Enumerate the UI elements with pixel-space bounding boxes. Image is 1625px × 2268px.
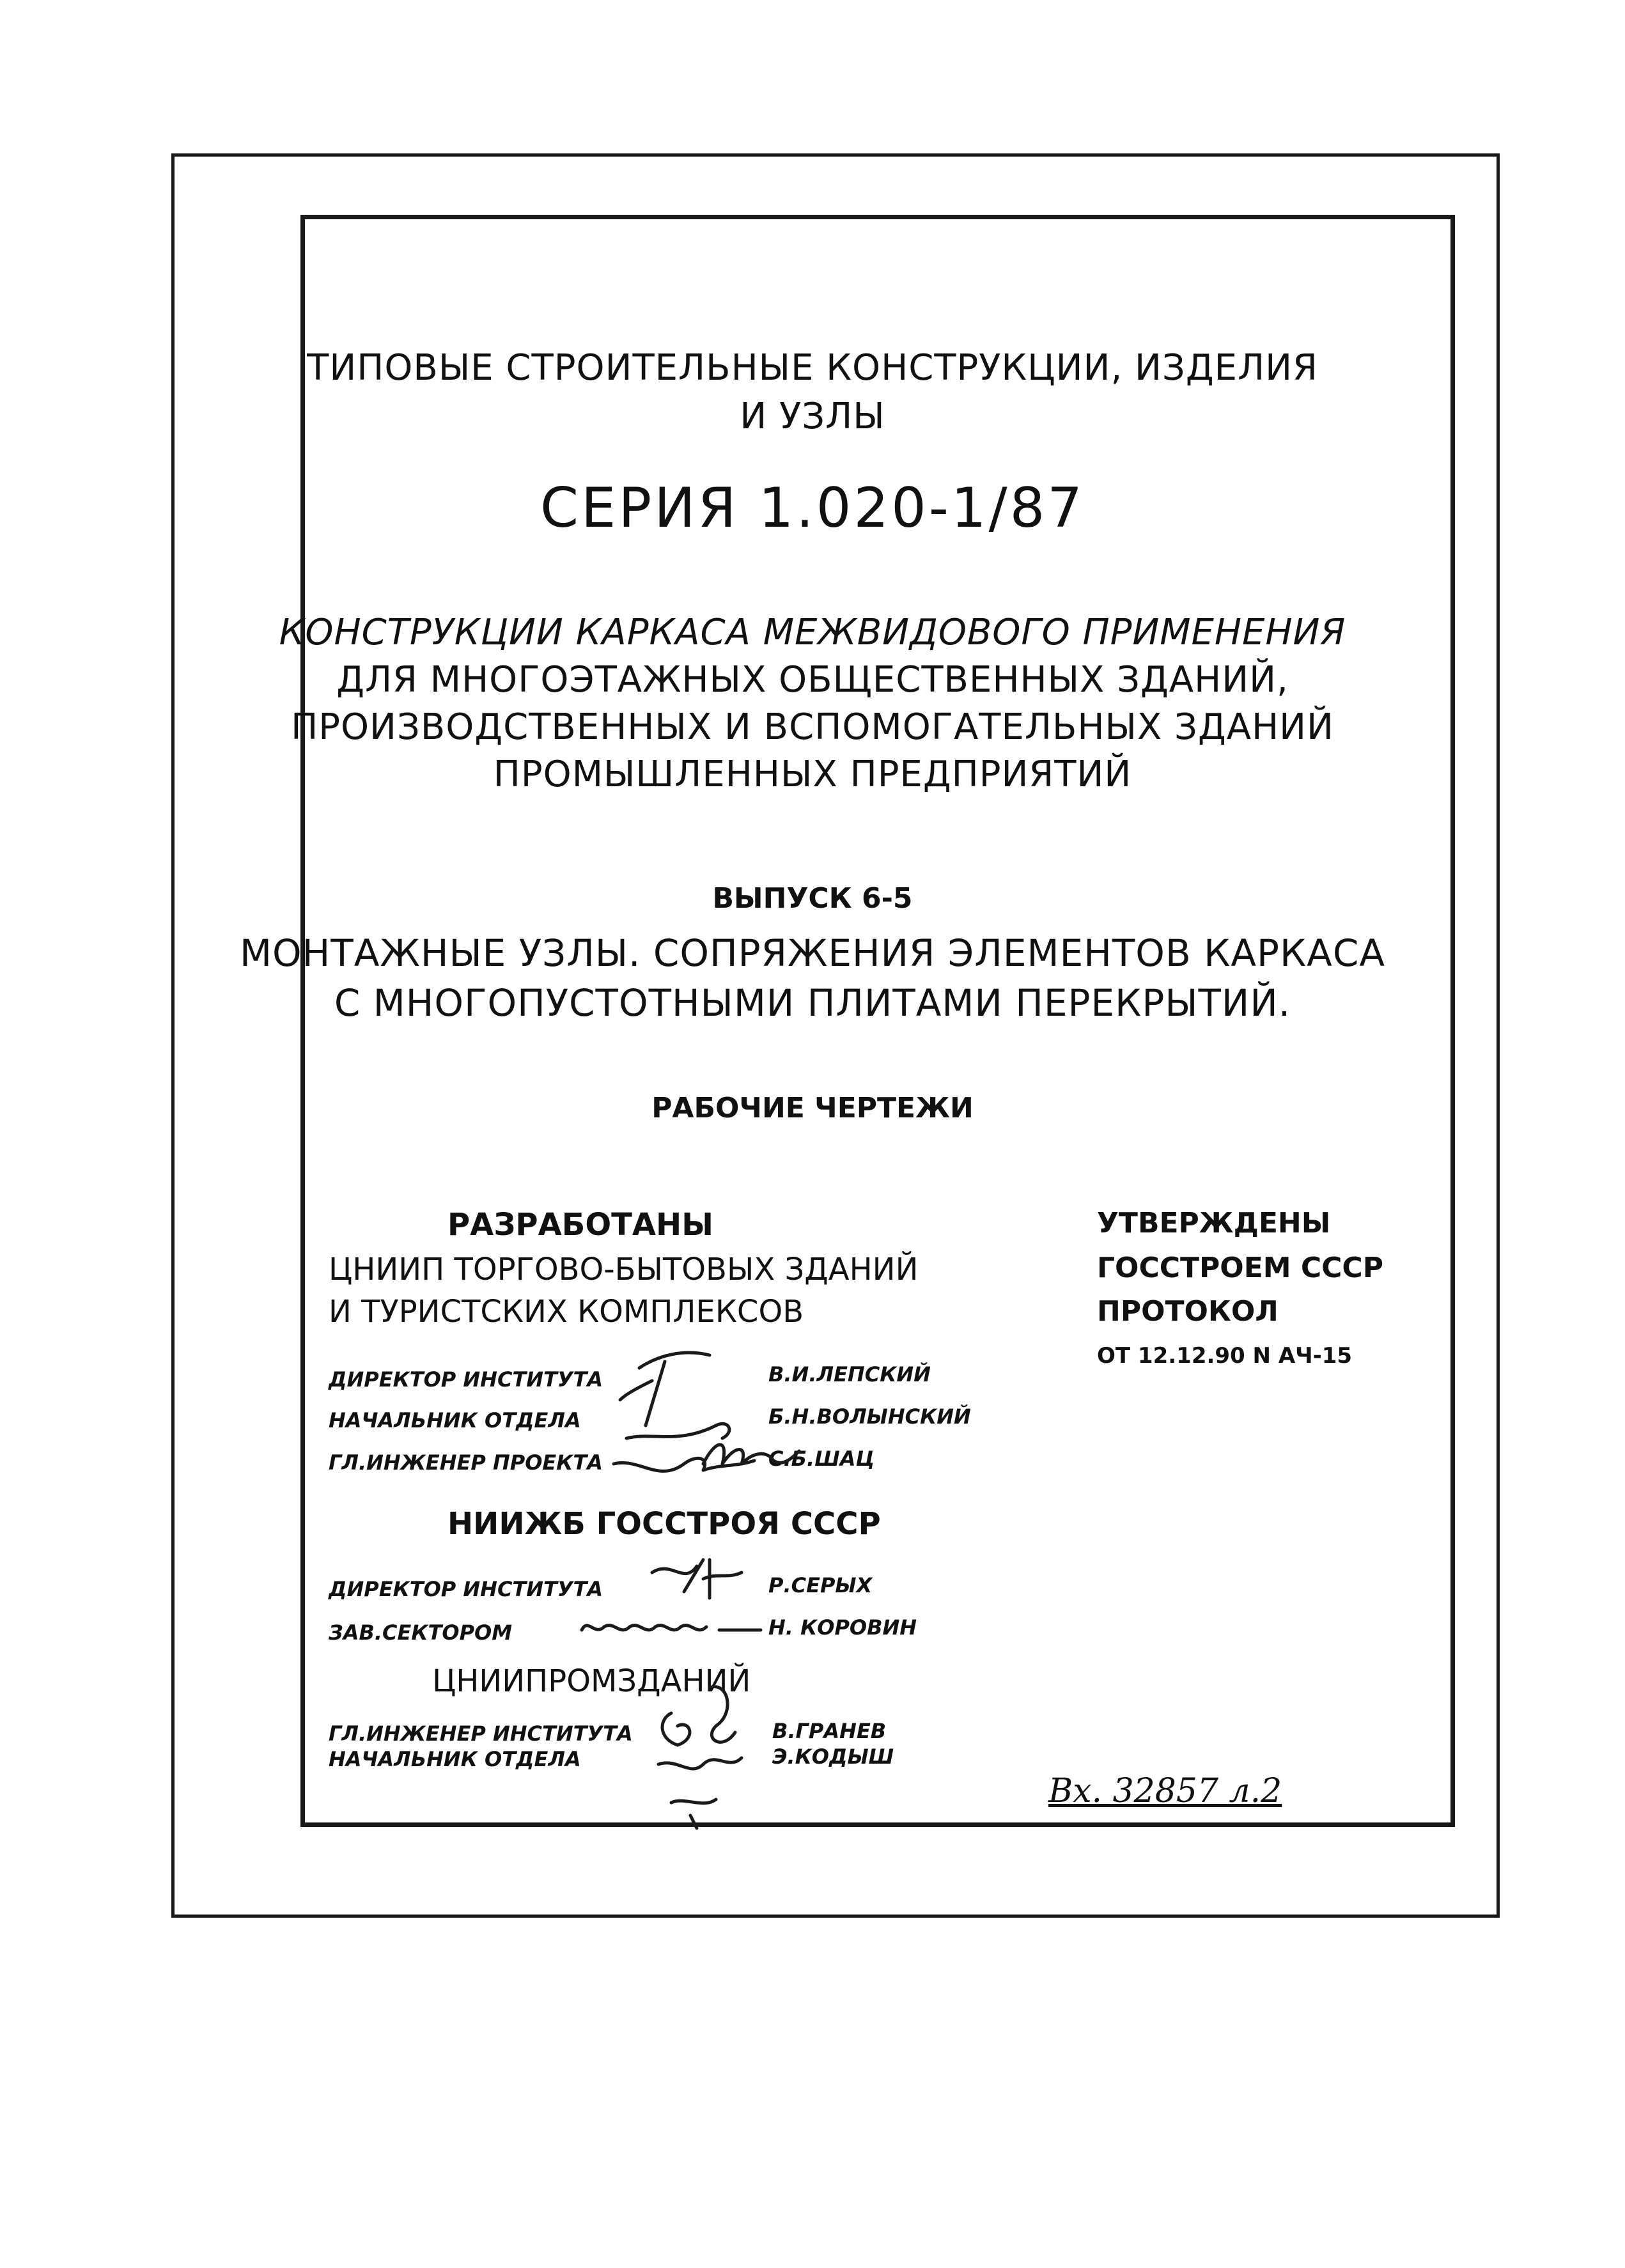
name-granev: В.ГРАНЕВ (772, 1719, 887, 1743)
approved-line-2: ПРОТОКОЛ (1097, 1295, 1279, 1328)
developed-label: РАЗРАБОТАНЫ (447, 1207, 713, 1243)
position-tsnii-chief-engineer: ГЛ.ИНЖЕНЕР ИНСТИТУТА (329, 1721, 633, 1746)
signature-group-3 (633, 1675, 761, 1828)
name-volynsky: Б.Н.ВОЛЫНСКИЙ (768, 1404, 971, 1429)
developed-org-line-1: ЦНИИП ТОРГОВО-БЫТОВЫХ ЗДАНИЙ (329, 1252, 919, 1287)
developed-org-line-2: И ТУРИСТСКИХ КОМПЛЕКСОВ (329, 1294, 804, 1330)
approved-protocol-date: ОТ 12.12.90 N АЧ-15 (1097, 1343, 1353, 1369)
position-director: ДИРЕКТОР ИНСТИТУТА (329, 1367, 603, 1392)
name-kodysh: Э.КОДЫШ (772, 1744, 894, 1769)
signature-korovin (575, 1611, 767, 1643)
position-head-dept: НАЧАЛЬНИК ОТДЕЛА (329, 1408, 581, 1433)
series-title: СЕРИЯ 1.020-1/87 (540, 476, 1085, 540)
issue-label: ВЫПУСК 6-5 (712, 882, 913, 915)
subject-line-2: ДЛЯ МНОГОЭТАЖНЫХ ОБЩЕСТВЕННЫХ ЗДАНИЙ, (336, 659, 1289, 701)
subject-line-3: ПРОИЗВОДСТВЕННЫХ И ВСПОМОГАТЕЛЬНЫХ ЗДАНИЙ (291, 706, 1334, 748)
handwritten-registration: Вх. 32857 л.2 (1048, 1772, 1282, 1810)
header-line-2: И УЗЛЫ (740, 396, 885, 437)
niizhb-org: НИИЖБ ГОССТРОЯ СССР (447, 1506, 881, 1542)
subject-line-4: ПРОМЫШЛЕННЫХ ПРЕДПРИЯТИЙ (493, 754, 1132, 795)
subject-line-1: КОНСТРУКЦИИ КАРКАСА МЕЖВИДОВОГО ПРИМЕНЕНИЯ (279, 612, 1346, 653)
document-type: РАБОЧИЕ ЧЕРТЕЖИ (651, 1092, 974, 1124)
position-chief-engineer: ГЛ.ИНЖЕНЕР ПРОЕКТА (329, 1450, 603, 1475)
name-lepsky: В.И.ЛЕПСКИЙ (768, 1362, 931, 1386)
position-tsnii-head-dept: НАЧАЛЬНИК ОТДЕЛА (329, 1747, 581, 1771)
position-head-sector: ЗАВ.СЕКТОРОМ (329, 1620, 513, 1645)
header-line-1: ТИПОВЫЕ СТРОИТЕЛЬНЫЕ КОНСТРУКЦИИ, ИЗДЕЛИЯ (307, 347, 1318, 389)
signature-group-1 (601, 1336, 767, 1502)
issue-line-2: С МНОГОПУСТОТНЫМИ ПЛИТАМИ ПЕРЕКРЫТИЙ. (334, 981, 1291, 1025)
name-shats: С.Б.ШАЦ (768, 1447, 875, 1471)
signature-serykh (646, 1553, 748, 1604)
name-serykh: Р.СЕРЫХ (768, 1573, 873, 1597)
tsniipromzdaniy-org: ЦНИИПРОМЗДАНИЙ (432, 1663, 751, 1699)
signature-shats (697, 1432, 805, 1477)
position-niizhb-director: ДИРЕКТОР ИНСТИТУТА (329, 1577, 603, 1601)
issue-line-1: МОНТАЖНЫЕ УЗЛЫ. СОПРЯЖЕНИЯ ЭЛЕМЕНТОВ КАРКАСА (239, 931, 1386, 975)
name-korovin: Н. КОРОВИН (768, 1615, 917, 1640)
approved-line-1: ГОССТРОЕМ СССР (1097, 1252, 1383, 1284)
approved-label: УТВЕРЖДЕНЫ (1097, 1207, 1331, 1239)
